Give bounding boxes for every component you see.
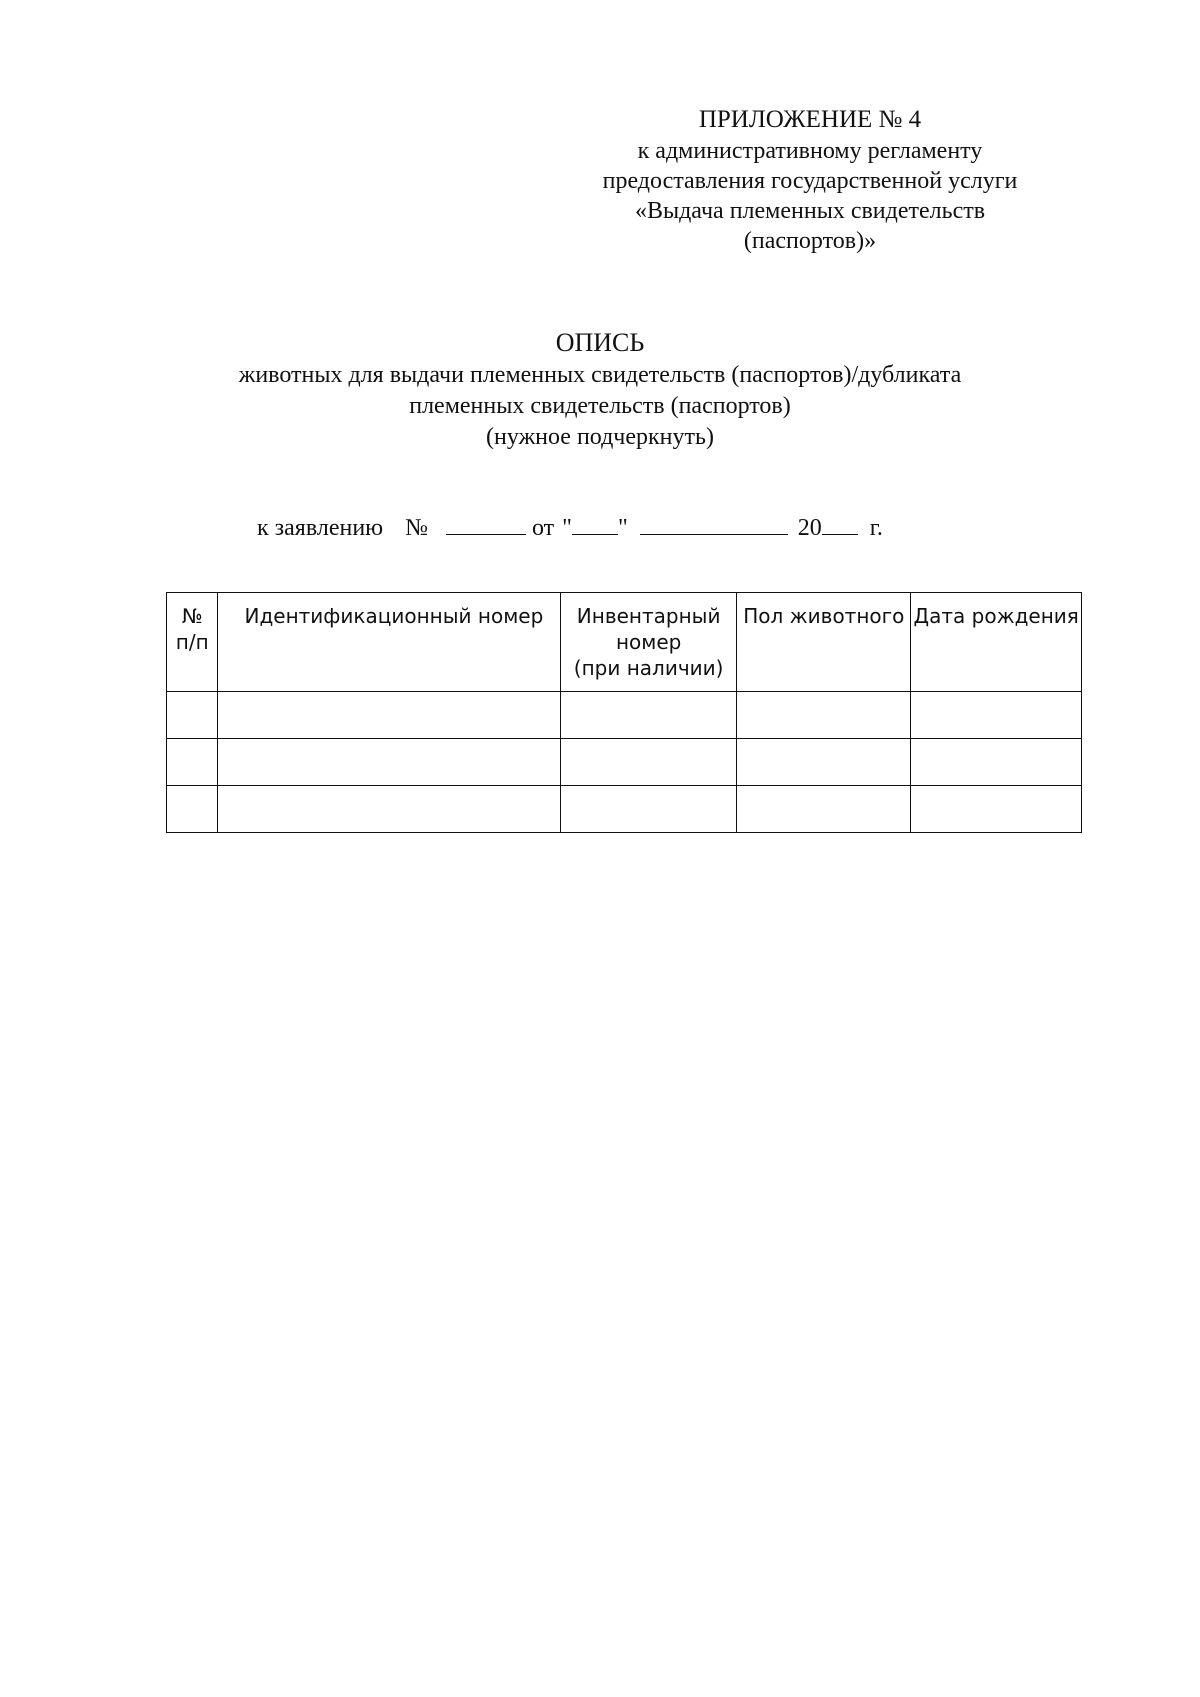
inventory-table [166,592,1082,833]
document-heading: ОПИСЬ [555,328,645,357]
header-inventory-number-label: Инвентарный номер (при наличии) [573,604,724,680]
from-label: от [532,515,555,541]
month-blank[interactable] [640,512,788,535]
appendix-line: предоставления государственной услуги [602,168,1018,194]
document-title-block [150,327,1050,453]
quote-close: " [617,515,628,541]
day-blank[interactable] [572,512,618,535]
appendix-header [560,105,1060,256]
header-animal-sex-label: Пол животного [743,604,905,628]
header-inventory-number [561,593,737,692]
table-row [167,786,1082,833]
table-cell[interactable] [911,786,1082,833]
document-subtitle-line: животных для выдачи племенных свидетельств (паспортов)/дубликата [238,362,962,388]
table-cell[interactable] [167,786,218,833]
year-blank[interactable] [822,512,858,535]
header-id-number-label: Идентификационный номер [244,604,544,628]
table-cell[interactable] [218,692,561,739]
table-cell[interactable] [911,692,1082,739]
application-ref-prefix: к заявлению [257,515,384,541]
appendix-line: к административному регламенту [637,138,983,164]
table-header-row [167,593,1082,692]
table-cell[interactable] [561,739,737,786]
header-number-label: № п/п [175,604,209,654]
header-number [167,593,218,692]
application-reference [257,512,883,543]
table-cell[interactable] [737,692,911,739]
appendix-line: (паспортов)» [743,228,877,254]
header-animal-sex [737,593,911,692]
appendix-line: «Выдача племенных свидетельств [634,198,986,224]
year-suffix: г. [869,515,883,541]
table-row [167,739,1082,786]
table-cell[interactable] [911,739,1082,786]
table-row [167,692,1082,739]
table-cell[interactable] [561,692,737,739]
quote-open: " [562,515,572,541]
header-id-number [218,593,561,692]
table-cell[interactable] [167,692,218,739]
document-subtitle-line: племенных свидетельств (паспортов) [409,393,791,419]
header-birth-date [911,593,1082,692]
inventory-table-wrap [166,592,1082,833]
application-number-blank[interactable] [446,512,526,535]
year-prefix: 20 [797,515,822,541]
table-cell[interactable] [167,739,218,786]
header-birth-date-label: Дата рождения [913,604,1079,628]
appendix-title: ПРИЛОЖЕНИЕ № 4 [698,106,922,133]
table-cell[interactable] [218,739,561,786]
document-subtitle-line: (нужное подчеркнуть) [486,424,714,450]
table-cell[interactable] [737,739,911,786]
table-cell[interactable] [737,786,911,833]
table-cell[interactable] [561,786,737,833]
table-cell[interactable] [218,786,561,833]
number-sign: № [405,515,428,541]
